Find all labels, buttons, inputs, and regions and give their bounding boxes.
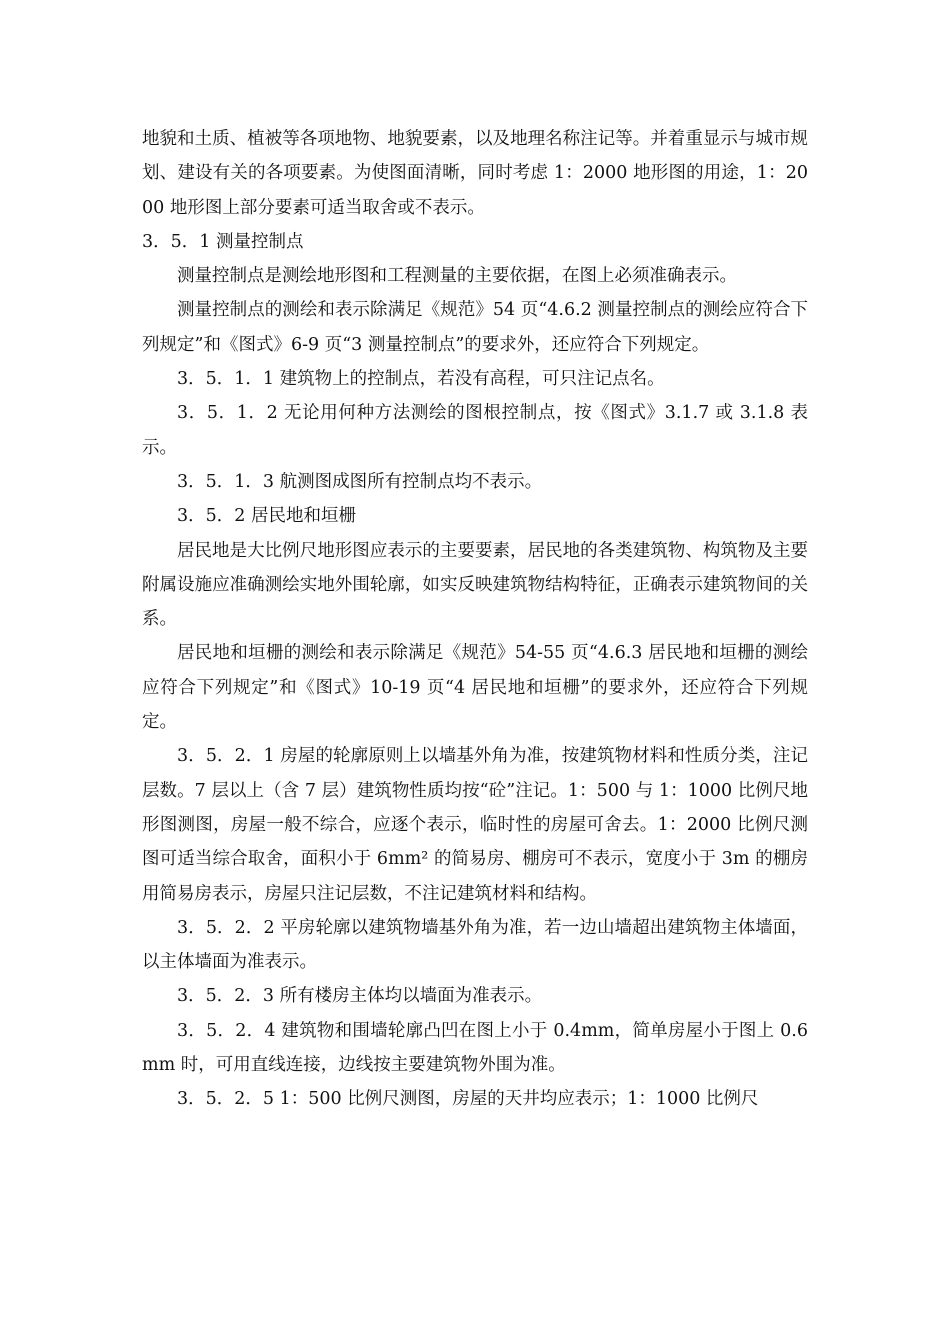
paragraph-residential-main: 居民地是大比例尺地形图应表示的主要要素，居民地的各类建筑物、构筑物及主要附属设施应准确测绘实地外围轮廓，如实反映建筑物结构特征，正确表示建筑物间的关系。 bbox=[142, 540, 808, 630]
paragraph-intro: 地貌和土质、植被等各项地物、地貌要素，以及地理名称注记等。并着重显示与城市规划、建设有关的各项要素。为使图面清晰，同时考虑 1：2000 地形图的用途，1：2000 地形图上部分要素可适当取舍或不表示。 bbox=[142, 129, 808, 218]
clause-3-5-2-1: 3．5．2．1 房屋的轮廓原则上以墙基外角为准，按建筑物材料和性质分类，注记层数。7 层以上（含 7 层）建筑物性质均按“砼”注记。1：500 与 1：1000 比例尺地形图测图，房屋一般不综合，应逐个表示，临时性的房屋可舍去。1：2000 比例尺测图可适当综合取舍，面积小于 6mm² 的简易房、棚房可不表示，宽度小于 3m 的棚房用简易房表示，房屋只注记层数，不注记建筑材料和结构。 bbox=[142, 746, 808, 904]
clause-3-5-1-2: 3．5．1．2 无论用何种方法测绘的图根控制点，按《图式》3.1.7 或 3.1.8 表示。 bbox=[142, 403, 808, 458]
clause-3-5-2-5: 3．5．2．5 1：500 比例尺测图，房屋的天井均应表示；1：1000 比例尺 bbox=[177, 1089, 759, 1110]
document-body bbox=[142, 122, 808, 1117]
paragraph-residential-rules: 居民地和垣栅的测绘和表示除满足《规范》54-55 页“4.6.3 居民地和垣栅的测绘应符合下列规定”和《图式》10-19 页“4 居民地和垣栅”的要求外，还应符合下列规定。 bbox=[142, 643, 808, 733]
clause-3-5-2-3: 3．5．2．3 所有楼房主体均以墙面为准表示。 bbox=[177, 986, 543, 1007]
clause-3-5-2-4: 3．5．2．4 建筑物和围墙轮廓凸凹在图上小于 0.4mm，简单房屋小于图上 0.6mm 时，可用直线连接，边线按主要建筑物外围为准。 bbox=[142, 1020, 808, 1076]
clause-3-5-1-1: 3．5．1．1 建筑物上的控制点，若没有高程，可只注记点名。 bbox=[177, 369, 665, 390]
paragraph-control-points-rules: 测量控制点的测绘和表示除满足《规范》54 页“4.6.2 测量控制点的测绘应符合下列规定”和《图式》6-9 页“3 测量控制点”的要求外，还应符合下列规定。 bbox=[142, 300, 808, 355]
section-heading-3-5-1: 3．5．1 测量控制点 bbox=[142, 231, 304, 252]
paragraph-control-points-basis: 测量控制点是测绘地形图和工程测量的主要依据，在图上必须准确表示。 bbox=[177, 266, 737, 287]
section-heading-3-5-2: 3．5．2 居民地和垣栅 bbox=[177, 506, 356, 527]
clause-3-5-1-3: 3．5．1．3 航测图成图所有控制点均不表示。 bbox=[177, 471, 543, 492]
clause-3-5-2-2: 3．5．2．2 平房轮廓以建筑物墙基外角为准，若一边山墙超出建筑物主体墙面，以主体墙面为准表示。 bbox=[142, 917, 808, 973]
